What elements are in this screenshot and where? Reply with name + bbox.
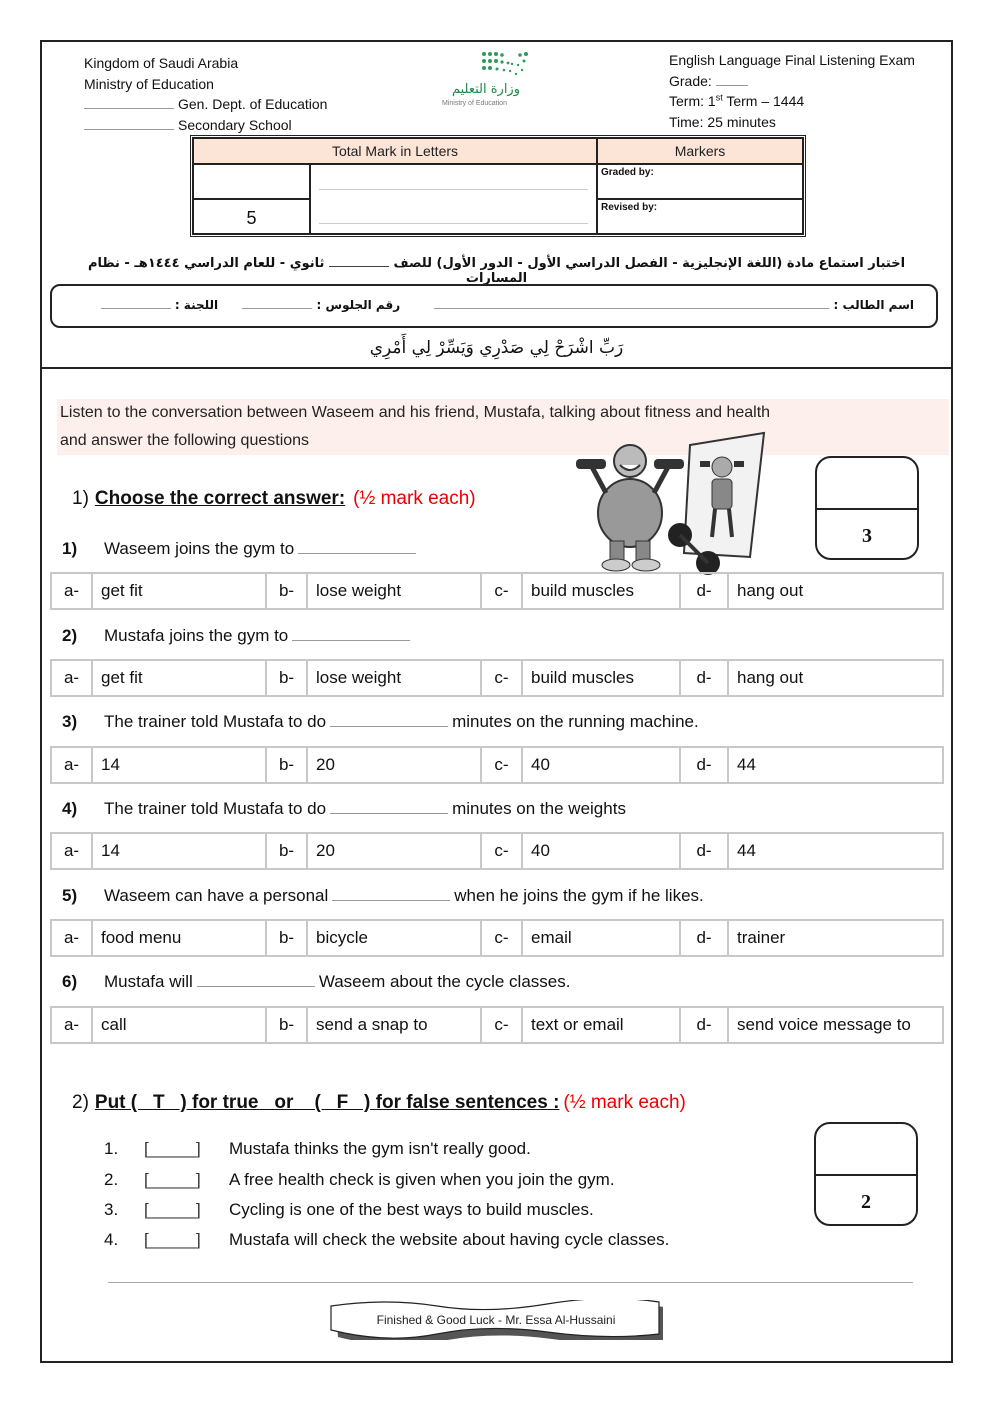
header-exam-info bbox=[669, 50, 915, 132]
dept-label: Gen. Dept. of Education bbox=[178, 96, 328, 112]
footer-divider bbox=[108, 1282, 913, 1283]
option-c[interactable]: 40 bbox=[523, 748, 681, 782]
gym-cartoon-icon bbox=[572, 425, 772, 575]
option-a[interactable]: 14 bbox=[93, 834, 267, 868]
graded-by-field[interactable]: Graded by: bbox=[597, 164, 803, 199]
question-6: 6) Mustafa will Waseem about the cycle classes. bbox=[62, 972, 571, 991]
option-c[interactable]: build muscles bbox=[523, 574, 681, 608]
tf-answer-field[interactable]: [_____] bbox=[144, 1170, 201, 1189]
section2-title: 2) Put ( T ) for true or ( F ) for false sentences : (½ mark each) bbox=[72, 1092, 686, 1113]
question-1-options: a- get fit b- lose weight c- build muscles d- hang out bbox=[50, 572, 944, 610]
option-b[interactable]: send a snap to bbox=[308, 1008, 482, 1042]
student-name-label: اسم الطالب : bbox=[833, 298, 914, 312]
logo-arabic-text: وزارة التعليم bbox=[451, 82, 520, 97]
option-a[interactable]: get fit bbox=[93, 661, 267, 695]
logo-english-text: Ministry of Education bbox=[442, 100, 507, 107]
footer-banner bbox=[329, 1300, 663, 1340]
answer-blank[interactable] bbox=[330, 713, 448, 727]
section2-score-box bbox=[814, 1122, 918, 1226]
term-label: Term: 1st Term – 1444 bbox=[669, 92, 805, 109]
class-blank[interactable] bbox=[329, 266, 389, 267]
option-a[interactable]: get fit bbox=[93, 574, 267, 608]
seat-number-label: رقم الجلوس : bbox=[316, 298, 401, 312]
answer-blank[interactable] bbox=[292, 627, 410, 641]
option-d[interactable]: hang out bbox=[737, 581, 804, 600]
option-d[interactable]: send voice message to bbox=[737, 1015, 911, 1034]
question-4: 4) The trainer told Mustafa to do minutes on the weights bbox=[62, 799, 626, 818]
tf-item-1: 1. [_____] Mustafa thinks the gym isn't really good. bbox=[104, 1139, 531, 1158]
question-3-options: a- 14 b- 20 c- 40 d- 44 bbox=[50, 746, 944, 784]
ministry-label: Ministry of Education bbox=[84, 75, 214, 92]
arabic-exam-title: اختبار استماع مادة (اللغة الإنجليزية - الفصل الدراسي الأول - الدور الأول) للصف ثانوي - للعام الدراسي ١٤٤٤هـ - نظام المسارات bbox=[87, 256, 906, 286]
answer-blank[interactable] bbox=[197, 973, 315, 987]
option-a[interactable]: call bbox=[93, 1008, 267, 1042]
question-2: 2) Mustafa joins the gym to bbox=[62, 626, 414, 646]
mark-in-letters-field[interactable] bbox=[310, 164, 597, 234]
committee-field[interactable] bbox=[101, 297, 171, 309]
option-b[interactable]: 20 bbox=[308, 748, 482, 782]
dept-blank[interactable] bbox=[84, 97, 174, 109]
tf-item-3: 3. [_____] Cycling is one of the best ways to build muscles. bbox=[104, 1200, 594, 1219]
option-d[interactable]: 44 bbox=[737, 755, 756, 774]
question-2-options: a- get fit b- lose weight c- build muscles d- hang out bbox=[50, 659, 944, 697]
option-d[interactable]: hang out bbox=[737, 668, 804, 687]
grade-label: Grade: bbox=[669, 72, 712, 89]
mark-table bbox=[190, 135, 806, 237]
option-c[interactable]: email bbox=[523, 921, 681, 955]
option-d[interactable]: 44 bbox=[737, 841, 756, 860]
section1-title: 1) Choose the correct answer: (½ mark each) bbox=[72, 488, 476, 509]
option-a[interactable]: food menu bbox=[93, 921, 267, 955]
tf-answer-field[interactable]: [_____] bbox=[144, 1139, 201, 1158]
dots-logo-icon bbox=[440, 50, 530, 82]
footer-text: Finished & Good Luck - Mr. Essa Al-Hussaini bbox=[376, 1313, 616, 1327]
ministry-logo bbox=[440, 50, 540, 110]
country-label: Kingdom of Saudi Arabia bbox=[84, 55, 239, 71]
instructions: Listen to the conversation between Waseem and his friend, Mustafa, talking about fitness and health and answer the following questions bbox=[57, 399, 949, 455]
answer-blank[interactable] bbox=[332, 887, 450, 901]
mark-cell-top[interactable] bbox=[193, 164, 310, 199]
question-3: 3) The trainer told Mustafa to do minutes on the running machine. bbox=[62, 712, 699, 731]
tf-item-2: 2. [_____] A free health check is given when you join the gym. bbox=[104, 1170, 615, 1189]
question-4-options: a- 14 b- 20 c- 40 d- 44 bbox=[50, 832, 944, 870]
total-mark-value: 5 bbox=[193, 199, 310, 234]
option-b[interactable]: lose weight bbox=[308, 661, 482, 695]
header-institution bbox=[84, 53, 327, 135]
section1-score: 3 bbox=[862, 525, 872, 547]
answer-blank[interactable] bbox=[330, 800, 448, 814]
option-d[interactable]: trainer bbox=[737, 928, 786, 947]
committee-label: اللجنة : bbox=[174, 298, 219, 312]
option-b[interactable]: 20 bbox=[308, 834, 482, 868]
option-c[interactable]: text or email bbox=[523, 1008, 681, 1042]
time-label: Time: 25 minutes bbox=[669, 113, 776, 130]
question-5-options: a- food menu b- bicycle c- email d- trainer bbox=[50, 919, 944, 957]
tf-answer-field[interactable]: [_____] bbox=[144, 1230, 201, 1249]
student-name-field[interactable] bbox=[434, 297, 829, 309]
option-c[interactable]: 40 bbox=[523, 834, 681, 868]
section1-score-box bbox=[815, 456, 919, 560]
exam-title: English Language Final Listening Exam bbox=[669, 52, 915, 68]
option-c[interactable]: build muscles bbox=[523, 661, 681, 695]
section2-score: 2 bbox=[861, 1191, 871, 1213]
tf-item-4: 4. [_____] Mustafa will check the website about having cycle classes. bbox=[104, 1230, 670, 1249]
question-5: 5) Waseem can have a personal when he joins the gym if he likes. bbox=[62, 886, 704, 905]
answer-blank[interactable] bbox=[298, 540, 416, 554]
grade-blank[interactable] bbox=[716, 74, 748, 86]
exam-page bbox=[40, 40, 953, 1363]
total-mark-header: Total Mark in Letters bbox=[193, 138, 597, 164]
seat-number-field[interactable] bbox=[242, 297, 312, 309]
tf-answer-field[interactable]: [_____] bbox=[144, 1200, 201, 1219]
revised-by-field[interactable]: Revised by: bbox=[597, 199, 803, 234]
student-info-box bbox=[50, 284, 938, 328]
school-blank[interactable] bbox=[84, 118, 174, 130]
dua-text: رَبِّ اشْرَحْ لِي صَدْرِي وَيَسِّرْ لِي أَمْرِي bbox=[369, 338, 624, 358]
header-divider bbox=[42, 367, 951, 369]
option-a[interactable]: 14 bbox=[93, 748, 267, 782]
question-6-options: a- call b- send a snap to c- text or email d- send voice message to bbox=[50, 1006, 944, 1044]
school-label: Secondary School bbox=[178, 116, 292, 133]
option-b[interactable]: lose weight bbox=[308, 574, 482, 608]
option-b[interactable]: bicycle bbox=[308, 921, 482, 955]
question-1: 1) Waseem joins the gym to bbox=[62, 539, 420, 559]
markers-header: Markers bbox=[597, 138, 803, 164]
